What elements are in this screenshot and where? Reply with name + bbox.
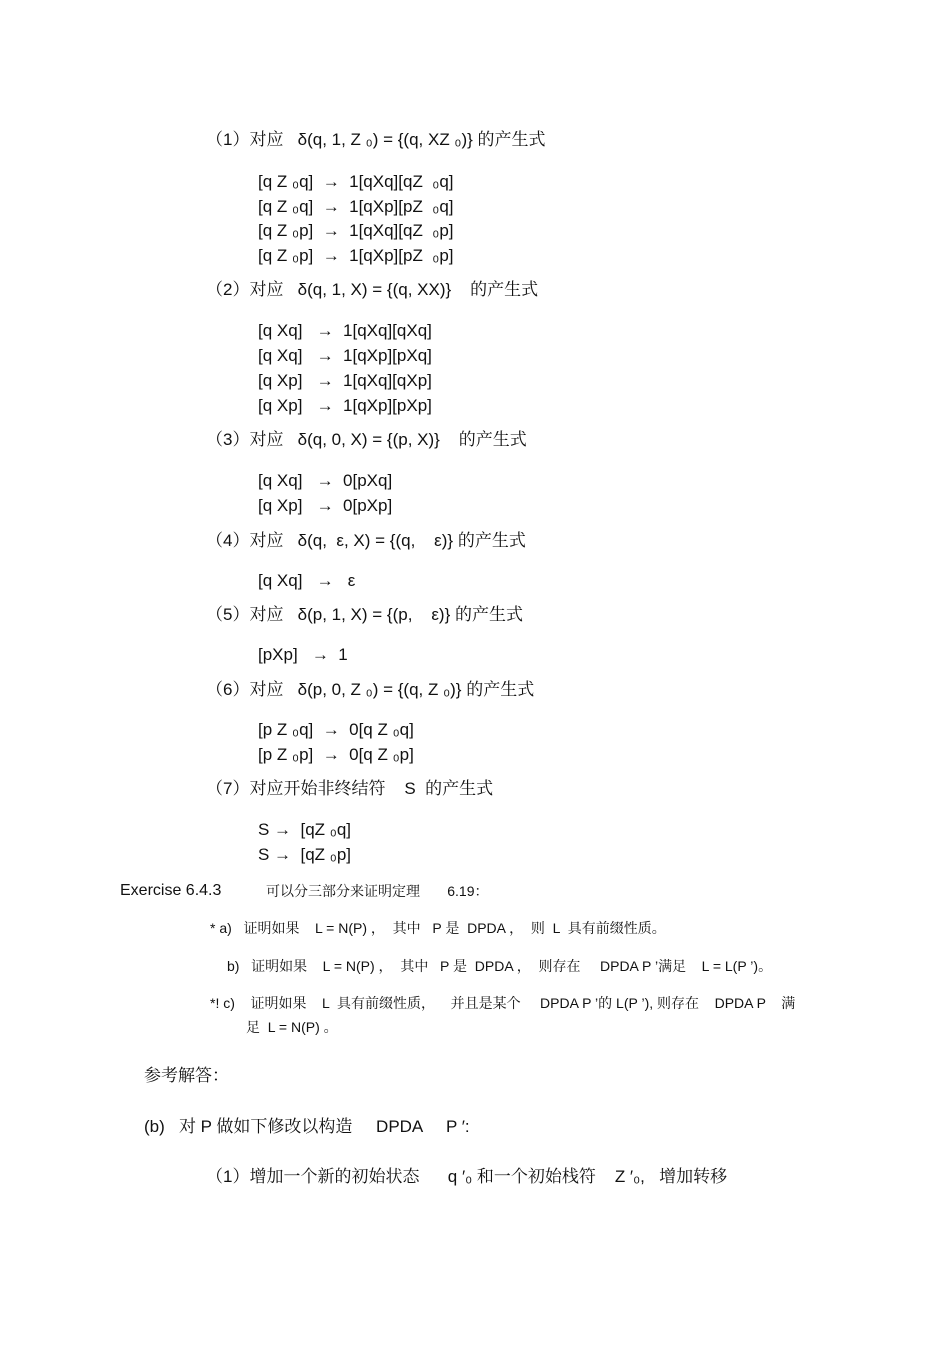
production-1-4: [q Z ₀p] → 1[qXp][pZ ₀p] xyxy=(258,246,454,265)
production-2-2: [q Xq] → 1[qXp][pXq] xyxy=(258,346,432,365)
production-2-4: [q Xp] → 1[qXp][pXp] xyxy=(258,396,432,415)
exercise-item-a: * a) 证明如果 L = N(P) ， 其中 P 是 DPDA ， 则 L 具有前缀性质。 xyxy=(210,920,666,936)
answer-title: 参考解答： xyxy=(144,1066,229,1085)
production-1-3: [q Z ₀p] → 1[qXq][qZ ₀p] xyxy=(258,221,454,240)
exercise-item-b: b) 证明如果 L = N(P) ， 其中 P 是 DPDA ， 则存在 DPDA P ’满足 L = L(P ’)。 xyxy=(227,958,773,974)
section-3-heading: （3）对应 δ(q, 0, X) = {(p, X)} 的产生式 xyxy=(206,430,527,449)
answer-part-b: (b) 对 P 做如下修改以构造 DPDA P ′: xyxy=(144,1117,470,1136)
production-1-2: [q Z ₀q] → 1[qXp][pZ ₀q] xyxy=(258,197,454,216)
exercise-item-c-continued: 足 L = N(P) 。 xyxy=(246,1019,338,1035)
exercise-label: Exercise 6.4.3 xyxy=(120,882,222,899)
section-7-heading: （7）对应开始非终结符 S 的产生式 xyxy=(206,779,494,798)
exercise-item-c: *! c) 证明如果 L 具有前缀性质， 并且是某个 DPDA P ’的 L(P ’), 则存在 DPDA P 满 xyxy=(210,995,796,1011)
production-7-1: S → [qZ ₀q] xyxy=(258,820,352,839)
production-2-3: [q Xp] → 1[qXq][qXp] xyxy=(258,371,432,390)
production-3-1: [q Xq] → 0[pXq] xyxy=(258,471,393,490)
production-2-1: [q Xq] → 1[qXq][qXq] xyxy=(258,321,432,340)
production-7-2: S → [qZ ₀p] xyxy=(258,845,352,864)
exercise-intro: 可以分三部分来证明定理 6.19： xyxy=(266,883,489,899)
section-4-heading: （4）对应 δ(q, ε, X) = {(q, ε)} 的产生式 xyxy=(206,531,526,550)
production-6-2: [p Z ₀p] → 0[q Z ₀p] xyxy=(258,745,414,764)
section-1-heading: （1）对应 δ(q, 1, Z ₀) = {(q, XZ ₀)} 的产生式 xyxy=(206,130,546,149)
section-5-heading: （5）对应 δ(p, 1, X) = {(p, ε)} 的产生式 xyxy=(206,605,523,624)
section-6-heading: （6）对应 δ(p, 0, Z ₀) = {(q, Z ₀)} 的产生式 xyxy=(206,680,535,699)
answer-step-1: （1）增加一个新的初始状态 q ′₀ 和一个初始栈符 Z ′₀, 增加转移 xyxy=(206,1167,728,1186)
production-5-1: [pXp] → 1 xyxy=(258,645,348,664)
production-3-2: [q Xp] → 0[pXp] xyxy=(258,496,393,515)
production-4-1: [q Xq] → ε xyxy=(258,571,356,590)
production-6-1: [p Z ₀q] → 0[q Z ₀q] xyxy=(258,720,414,739)
section-2-heading: （2）对应 δ(q, 1, X) = {(q, XX)} 的产生式 xyxy=(206,280,539,299)
production-1-1: [q Z ₀q] → 1[qXq][qZ ₀q] xyxy=(258,172,454,191)
